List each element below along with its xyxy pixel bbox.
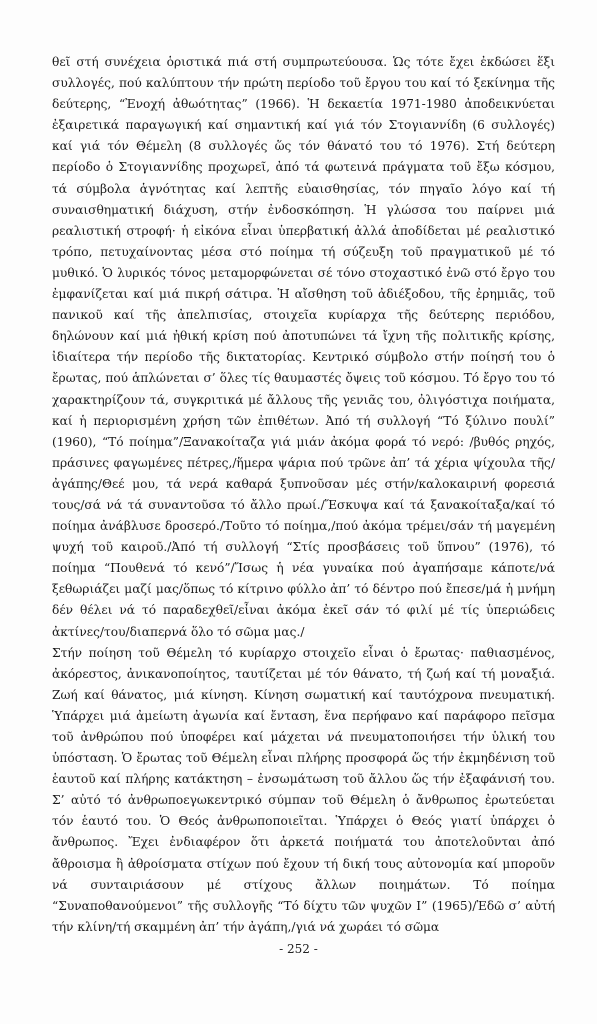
page-number: - 252 - bbox=[279, 942, 318, 956]
paragraph-1: θεῖ στή συνέχεια ὁριστικά πιά στή συμπρωτεύουσα. Ὡς τότε ἔχει ἐκδώσει ἕξι συλλογές, πού καλύπτουν τήν πρώτη περίοδο τοῦ ἔργου του καί τό ξεκίνημα τῆς δεύτερης, “Ἐνοχή ἀθωότητας” (1966). Ἡ δεκαετία 1971-1980 ἀποδεικνύεται ἐξαιρετικά παραγωγική καί σημαντική καί γιά τόν Στογιαννίδη (6 συλλογές) καί γιά τόν Θέμελη (8 συλλογές ὥς τόν θάνατό του τό 1976). Στή δεύτερη περίοδο ὁ Στογιαννίδης προχωρεῖ, ἀπό τά φωτεινά πράγματα τοῦ ἔξω κόσμου, τά σύμβολα ἁγνότητας καί λεπτῆς εὐαισθησίας, τόν πηγαῖο λόγο καί τή συναισθηματική διάχυση, στήν ἐνδοσκόπηση. Ἡ γλώσσα του παίρνει μιά ρεαλιστική στροφή· ἡ εἰκόνα εἶναι ὑπερβατική ἀλλά ἀποδίδεται μέ ρεαλιστικό τρόπο, πετυχαίνοντας μέσα στό ποίημα τή σύζευξη τοῦ πραγματικοῦ μέ τό μυθικό. Ὁ λυρικός τόνος μεταμορφώνεται σέ τόνο στοχαστικό ἐνῶ στό ἔργο του ἐμφανίζεται καί μιά πικρή σάτιρα. Ἡ αἴσθηση τοῦ ἀδιέξοδου, τῆς ἐρημιᾶς, τοῦ πανικοῦ καί τῆς ἀπελπισίας, στοιχεῖα κυρίαρχα τῆς δεύτερης περιόδου, δηλώνουν καί μιά ἠθική κρίση πού ἀποτυπώνει τά ἴχνη τῆς πολιτικῆς κρίσης, ἰδιαίτερα τήν περίοδο τῆς δικτατορίας. Κεντρικό σύμβολο στήν ποίησή του ὁ ἔρωτας, πού ἁπλώνεται σ’ ὅλες τίς θαυμαστές ὄψεις τοῦ κόσμου. Τό ἔργο του τό χαρακτηρίζουν τά, συγκριτικά μέ ἄλλους τῆς γενιᾶς του, ὀλιγόστιχα ποιήματα, καί ἡ περιορισμένη χρήση τῶν ἐπιθέτων. Ἀπό τή συλλογή “Τό ξύλινο πουλί” (1960), “Τό ποίημα”/Ξανακοίταζα γιά μιάν ἀκόμα φορά τό νερό: /βυθός ρηχός, πράσινες φαγωμένες πέτρες,/ἥμερα ψάρια πού τρῶνε ἀπ’ τά χέρια ψίχουλα τῆς/ἀγάπης/Θεέ μου, τά νερά καθαρά ξυπνοῦσαν μές στήν/καλοκαιρινή φορεσιά τους/σά νά τά συναντοῦσα τό ἄλλο πρωί./Ἔσκυψα καί τά ξανακοίταξα/καί τό ποίημα ἀνάβλυσε δροσερό./Τοῦτο τό ποίημα,/πού ἀκόμα τρέμει/σάν τή μαγεμένη ψυχή τοῦ καιροῦ./Ἀπό τή συλλογή “Στίς προσβάσεις τοῦ ὕπνου” (1976), τό ποίημα “Πουθενά τό κενό”/Ἴσως ἡ νέα γυναίκα πού ἀγαπήσαμε κάποτε/νά ξεθωριάζει μαζί μας/ὅπως τό κίτρινο φύλλο ἀπ’ τό δέντρο πού ἔπεσε/μά ἡ μνήμη δέν θέλει νά τό παραδεχθεῖ/εἶναι ἀκόμα ἐκεῖ σάν τό φιλί μέ τίς ὑπεριώδεις ἀκτίνες/του/διαπερνά ὅλο τό σῶμα μας./ bbox=[52, 55, 555, 639]
body-text bbox=[52, 52, 555, 938]
paragraph-2: Στήν ποίηση τοῦ Θέμελη τό κυρίαρχο στοιχεῖο εἶναι ὁ ἔρωτας· παθιασμένος, ἀκόρεστος, ἀνικανοποίητος, ταυτίζεται μέ τόν θάνατο, τή ζωή καί τή μοναξιά. Ζωή καί θάνατος, μιά κίνηση. Κίνηση σωματική καί ταυτόχρονα πνευματική. Ὑπάρχει μιά ἀμείωτη ἀγωνία καί ἔνταση, ἕνα περήφανο καί παράφορο πεῖσμα τοῦ ἀνθρώπου πού ὑποφέρει καί μάχεται νά πνευματοποιήσει τήν ὑλική του ὑπόσταση. Ὁ ἔρωτας τοῦ Θέμελη εἶναι πλήρης προσφορά ὥς τήν ἐκμηδένιση τοῦ ἑαυτοῦ καί πλήρης κατάκτηση – ἐνσωμάτωση τοῦ ἄλλου ὥς τήν ἐξαφάνισή του. Σ’ αὐτό τό ἀνθρωποεγωκεντρικό σύμπαν τοῦ Θέμελη ὁ ἄνθρωπος ἐρωτεύεται τόν ἑαυτό του. Ὁ Θεός ἀνθρωποποιεῖται. Ὑπάρχει ὁ Θεός γιατί ὑπάρχει ὁ ἄνθρωπος. Ἔχει ἐνδιαφέρον ὅτι ἀρκετά ποιήματά του ἀποτελοῦνται ἀπό ἄθροισμα ἢ ἀθροίσματα στίχων πού ἔχουν τή δική τους αὐτονομία καί μποροῦν νά συνταιριάσουν μέ στίχους ἄλλων ποιημάτων. Τό ποίημα “Συναποθανούμενοι” τῆς συλλογῆς “Τό δίχτυ τῶν ψυχῶν Ι” (1965)/Ἐδῶ σ’ αὐτή τήν κλίνη/τή σκαμμένη ἀπ’ τήν ἀγάπη,/γιά νά χωράει τό σῶμα bbox=[52, 645, 555, 934]
